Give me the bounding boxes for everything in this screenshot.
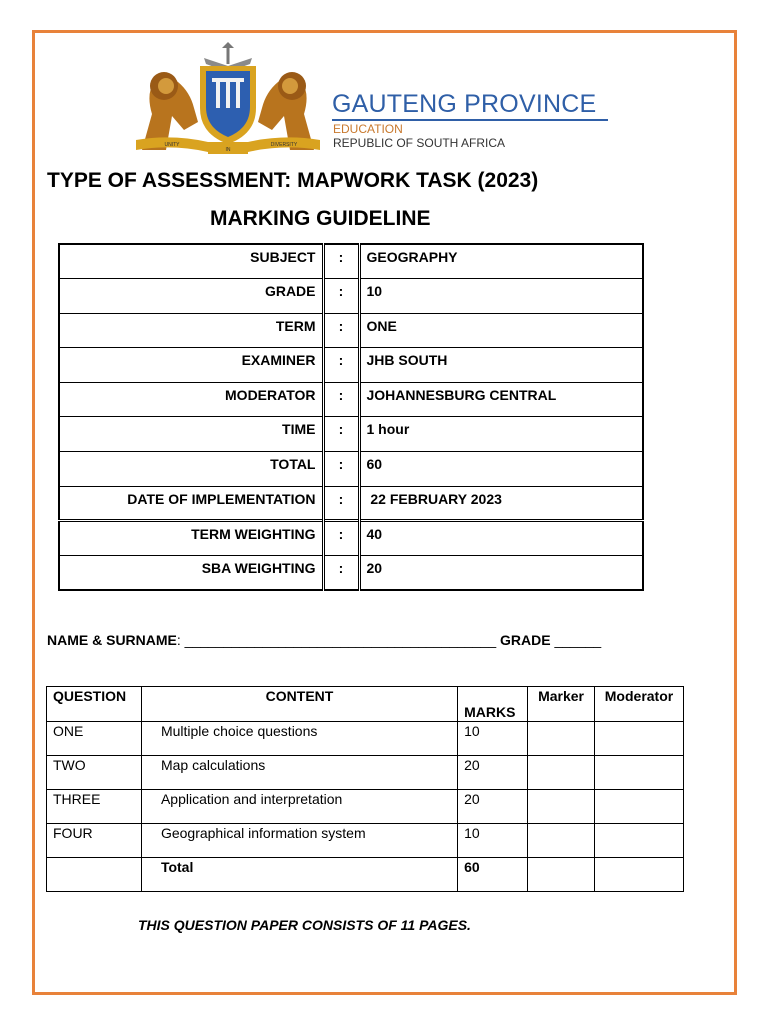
total-marks: 60: [458, 858, 528, 892]
info-separator: :: [323, 417, 359, 452]
question-cell: ONE: [47, 722, 142, 756]
info-row-date: [59, 486, 643, 521]
info-row-examiner: [59, 348, 643, 383]
info-value: 20: [359, 555, 643, 590]
info-row-term-weighting: [59, 521, 643, 556]
table-row: [47, 756, 684, 790]
info-value: JHB SOUTH: [359, 348, 643, 383]
info-row-time: [59, 417, 643, 452]
question-cell: [47, 858, 142, 892]
table-row: [47, 722, 684, 756]
page-title: TYPE OF ASSESSMENT: MAPWORK TASK (2023): [47, 169, 539, 192]
content-cell: Geographical information system: [141, 824, 457, 858]
marker-cell[interactable]: [528, 756, 595, 790]
col-content-header: CONTENT: [141, 687, 457, 722]
info-label: MODERATOR: [59, 382, 323, 417]
info-separator: :: [323, 555, 359, 590]
name-surname-line: [47, 632, 601, 648]
org-name: GAUTENG PROVINCE: [332, 90, 597, 118]
name-blank[interactable]: : ________________________________________: [176, 632, 497, 648]
info-separator: :: [323, 279, 359, 314]
coat-of-arms-logo: [132, 42, 324, 158]
info-row-term: [59, 313, 643, 348]
info-label: DATE OF IMPLEMENTATION: [59, 486, 323, 521]
info-row-moderator: [59, 382, 643, 417]
content-cell: Application and interpretation: [141, 790, 457, 824]
org-country: REPUBLIC OF SOUTH AFRICA: [333, 136, 506, 150]
moderator-cell[interactable]: [595, 824, 684, 858]
moderator-cell[interactable]: [595, 756, 684, 790]
marks-cell: 10: [458, 824, 528, 858]
marks-cell: 20: [458, 790, 528, 824]
table-row: [47, 790, 684, 824]
info-row-total: [59, 452, 643, 487]
org-department: EDUCATION: [333, 122, 403, 136]
total-label: Total: [141, 858, 457, 892]
marker-cell[interactable]: [528, 858, 595, 892]
info-label: TOTAL: [59, 452, 323, 487]
name-label: NAME & SURNAME: [47, 632, 177, 648]
info-separator: :: [323, 521, 359, 556]
table-row: [47, 824, 684, 858]
motto-middle: IN: [225, 147, 231, 153]
info-row-subject: [59, 244, 643, 279]
assessment-info-table: [58, 243, 644, 591]
col-moderator-header: Moderator: [595, 687, 684, 722]
marks-cell: 10: [458, 722, 528, 756]
motto-left: UNITY: [164, 142, 180, 148]
info-label: EXAMINER: [59, 348, 323, 383]
info-label: SBA WEIGHTING: [59, 555, 323, 590]
info-value: 40: [359, 521, 643, 556]
info-value: 22 FEBRUARY 2023: [359, 486, 643, 521]
info-separator: :: [323, 244, 359, 279]
info-row-sba-weighting: [59, 555, 643, 590]
motto-right: DIVERSITY: [270, 142, 298, 148]
content-cell: Multiple choice questions: [141, 722, 457, 756]
info-value: JOHANNESBURG CENTRAL: [359, 382, 643, 417]
info-value: 10: [359, 279, 643, 314]
info-separator: :: [323, 313, 359, 348]
moderator-cell[interactable]: [595, 722, 684, 756]
content-cell: Map calculations: [141, 756, 457, 790]
info-label: GRADE: [59, 279, 323, 314]
total-row: [47, 858, 684, 892]
marker-cell[interactable]: [528, 722, 595, 756]
info-value: ONE: [359, 313, 643, 348]
org-divider: [332, 119, 608, 121]
info-separator: :: [323, 382, 359, 417]
marker-cell[interactable]: [528, 824, 595, 858]
info-separator: :: [323, 348, 359, 383]
page-subtitle: MARKING GUIDELINE: [210, 207, 431, 230]
info-separator: :: [323, 452, 359, 487]
info-label: TERM: [59, 313, 323, 348]
info-value: 60: [359, 452, 643, 487]
marks-cell: 20: [458, 756, 528, 790]
marks-header-row: [47, 687, 684, 722]
info-value: GEOGRAPHY: [359, 244, 643, 279]
marker-cell[interactable]: [528, 790, 595, 824]
info-row-grade: [59, 279, 643, 314]
col-question-header: QUESTION: [47, 687, 142, 722]
info-label: TIME: [59, 417, 323, 452]
question-cell: FOUR: [47, 824, 142, 858]
col-marks-header: MARKS: [458, 687, 528, 722]
grade-blank[interactable]: ______: [554, 632, 602, 648]
moderator-cell[interactable]: [595, 858, 684, 892]
info-value: 1 hour: [359, 417, 643, 452]
col-marker-header: Marker: [528, 687, 595, 722]
info-label: TERM WEIGHTING: [59, 521, 323, 556]
grade-label: GRADE: [500, 632, 551, 648]
marks-table: [46, 686, 684, 892]
question-cell: THREE: [47, 790, 142, 824]
question-cell: TWO: [47, 756, 142, 790]
moderator-cell[interactable]: [595, 790, 684, 824]
info-label: SUBJECT: [59, 244, 323, 279]
info-separator: :: [323, 486, 359, 521]
page-count-note: THIS QUESTION PAPER CONSISTS OF 11 PAGES.: [138, 917, 471, 933]
